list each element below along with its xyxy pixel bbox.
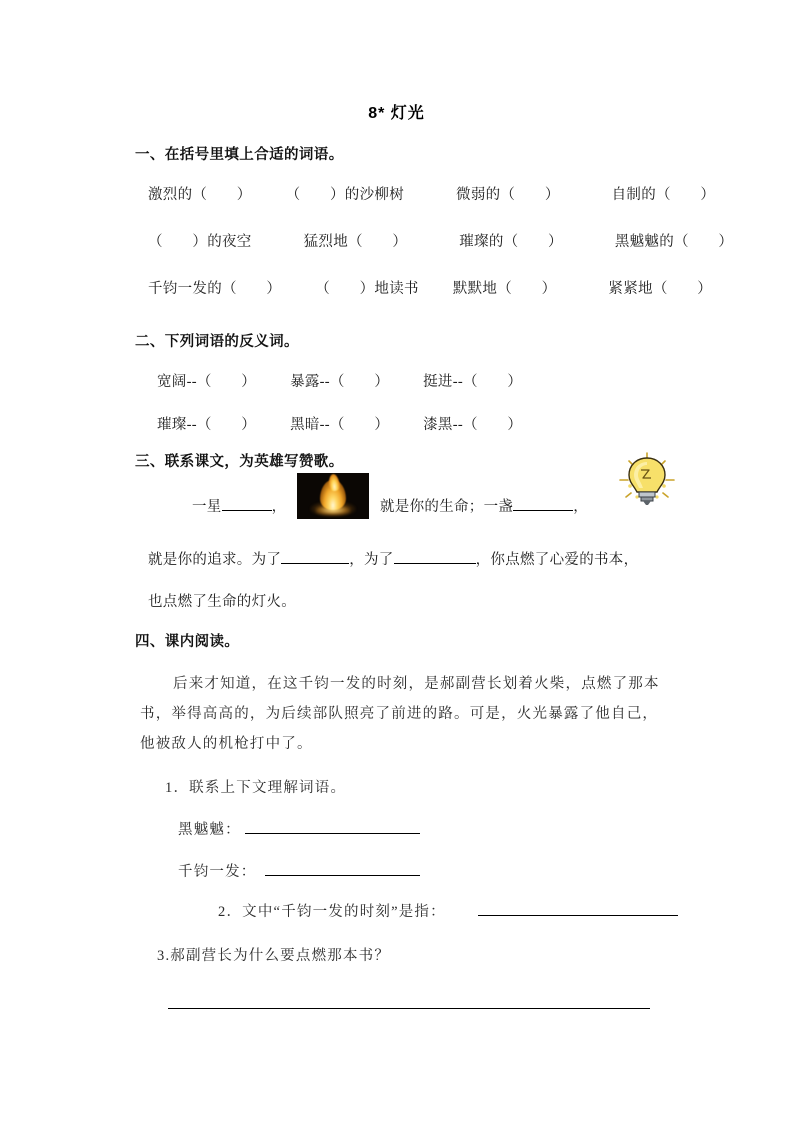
passage-line: 他被敌人的机枪打中了。: [140, 736, 313, 752]
praise-text: ，你点燃了心爱的书本，: [475, 552, 639, 569]
fill-item[interactable]: 黑魆魆的（ ）: [614, 234, 734, 250]
fill-item[interactable]: 千钧一发的（ ）: [148, 281, 282, 297]
section-four-heading: 四、课内阅读。: [135, 634, 240, 650]
question-2: [218, 900, 446, 921]
praise-comma: ，: [573, 499, 589, 516]
fill-item[interactable]: 猛烈地（ ）: [303, 234, 408, 250]
praise-text: 就是你的生命；一盏: [380, 499, 514, 516]
section-three-line1-left: [192, 495, 286, 516]
question-text: 郝副营长为什么要点燃那本书？: [170, 948, 391, 964]
page-title: 8* 灯光: [368, 105, 425, 122]
question-number: 2．: [218, 904, 243, 920]
answer-blank[interactable]: [394, 548, 476, 564]
praise-text: 就是你的追求。为了: [148, 552, 282, 569]
question-number: 1．: [165, 780, 190, 796]
antonym-item[interactable]: 挺进--（ ）: [423, 374, 523, 390]
answer-blank[interactable]: [222, 495, 272, 511]
fill-item[interactable]: 璀璨的（ ）: [459, 234, 563, 250]
section-three-line1-right: [380, 495, 588, 516]
question-text: 联系上下文理解词语。: [189, 780, 347, 796]
question-1-sub-b: [178, 860, 257, 881]
section-two-row-1: [157, 370, 522, 391]
term-label: 千钧一发：: [178, 864, 257, 880]
antonym-item[interactable]: 黑暗--（ ）: [290, 417, 390, 433]
question-number: 3.: [157, 948, 171, 964]
fill-item[interactable]: 默默地（ ）: [452, 281, 557, 297]
answer-rule[interactable]: [478, 915, 678, 916]
passage-line: 书，举得高高的，为后续部队照亮了前进的路。可是，火光暴露了他自己，: [140, 706, 659, 722]
fill-item[interactable]: （ ）的夜空: [148, 234, 252, 250]
answer-blank[interactable]: [281, 548, 349, 564]
fill-item[interactable]: 自制的（ ）: [611, 187, 716, 203]
section-two-row-2: [157, 413, 522, 434]
praise-comma: ，: [271, 499, 287, 516]
praise-text: ，为了: [349, 552, 394, 569]
section-three-line2: [148, 548, 638, 569]
praise-text: 一星: [192, 499, 222, 516]
section-two-heading: 二、下列词语的反义词。: [135, 334, 299, 350]
section-three-heading: 三、联系课文，为英雄写赞歌。: [135, 454, 344, 470]
answer-rule[interactable]: [245, 833, 420, 834]
fill-item[interactable]: （ ）地读书: [315, 281, 419, 297]
section-three-line3: 也点燃了生命的灯火。: [148, 594, 296, 610]
passage-line: 后来才知道，在这千钧一发的时刻，是郝副营长划着火柴，点燃了那本: [173, 676, 660, 692]
fill-item[interactable]: 紧紧地（ ）: [608, 281, 713, 297]
answer-rule[interactable]: [168, 1008, 650, 1009]
answer-rule[interactable]: [265, 875, 420, 876]
antonym-item[interactable]: 暴露--（ ）: [290, 374, 390, 390]
antonym-item[interactable]: 宽阔--（ ）: [157, 374, 257, 390]
question-3: [157, 944, 390, 965]
section-one-row-1: [148, 183, 715, 204]
fill-item[interactable]: 微弱的（ ）: [456, 187, 560, 203]
question-1-sub-a: [178, 818, 241, 839]
question-text: 文中“千钧一发的时刻”是指：: [242, 904, 446, 920]
antonym-item[interactable]: 漆黑--（ ）: [423, 417, 523, 433]
fill-item[interactable]: （ ）的沙柳树: [285, 187, 405, 203]
section-one-row-2: [148, 230, 733, 251]
section-one-heading: 一、在括号里填上合适的词语。: [135, 147, 344, 163]
flame-image: [297, 473, 369, 519]
answer-blank[interactable]: [513, 495, 573, 511]
section-one-row-3: [148, 277, 712, 298]
term-label: 黑魆魆：: [178, 822, 241, 838]
fill-item[interactable]: 激烈的（ ）: [148, 187, 252, 203]
question-1: [165, 776, 346, 797]
antonym-item[interactable]: 璀璨--（ ）: [157, 417, 257, 433]
lightbulb-image: [617, 450, 677, 512]
